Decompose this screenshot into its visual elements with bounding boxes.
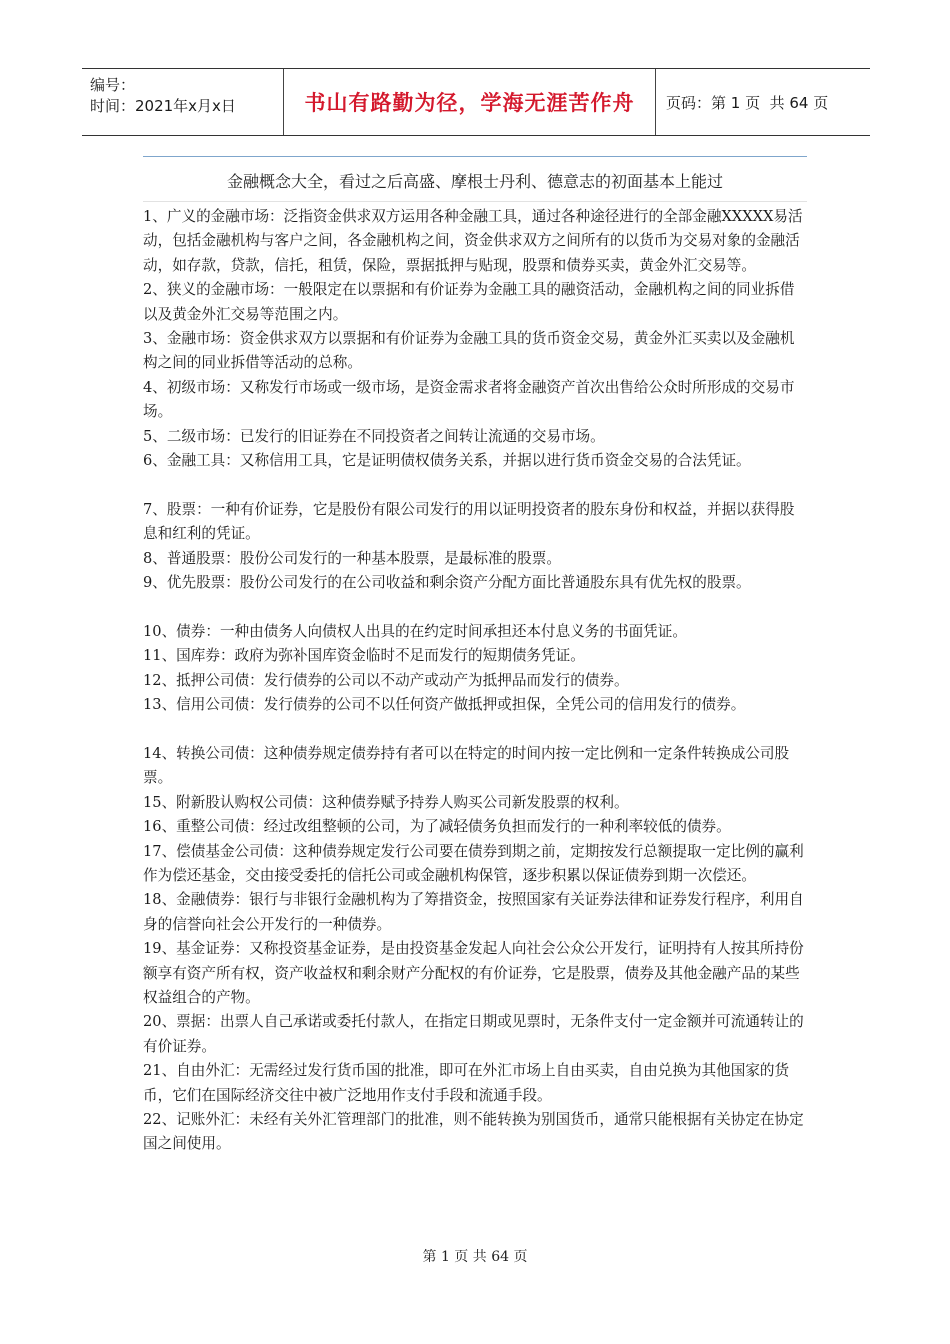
page-footer: 第 1 页 共 64 页 [422, 1249, 528, 1265]
motto-text: 书山有路勤为径，学海无涯苦作舟 [304, 91, 635, 115]
title-underline [143, 201, 807, 202]
definition-paragraph: 14、转换公司债：这种债券规定债券持有者可以在特定的时间内按一定比例和一定条件转换成公司股票。 [143, 744, 790, 787]
definition-paragraph: 16、重整公司债：经过改组整顿的公司，为了减轻债务负担而发行的一种利率较低的债券。 [143, 818, 731, 836]
number-label: 编号： [90, 76, 136, 94]
title-divider [143, 156, 807, 157]
definition-paragraph: 9、优先股票：股份公司发行的在公司收益和剩余资产分配方面比普通股东具有优先权的股票。 [143, 574, 751, 592]
definition-paragraph: 10、债券：一种由债务人向债权人出具的在约定时间承担还本付息义务的书面凭证。 [143, 622, 687, 640]
definition-paragraph: 20、票据：出票人自己承诺或委托付款人，在指定日期或见票时，无条件支付一定金额并可流通转让的有价证券。 [143, 1013, 804, 1055]
definition-paragraph: 12、抵押公司债：发行债券的公司以不动产或动产为抵押品而发行的债券。 [143, 671, 629, 689]
definition-paragraph: 13、信用公司债：发行债券的公司不以任何资产做抵押或担保，全凭公司的信用发行的债券。 [143, 696, 746, 714]
header-motto-cell [284, 69, 656, 135]
document-body [143, 205, 807, 1157]
definition-paragraph: 6、金融工具：又称信用工具，它是证明债权债务关系，并据以进行货币资金交易的合法凭证。 [143, 452, 751, 470]
page-info: 页码：第 1 页 共 64 页 [666, 93, 829, 112]
definition-paragraph: 22、记账外汇：未经有关外汇管理部门的批准，则不能转换为别国货币，通常只能根据有关协定在协定国之间使用。 [143, 1110, 804, 1153]
definition-paragraph: 21、自由外汇：无需经过发行货币国的批准，即可在外汇市场上自由买卖，自由兑换为其他国家的货币，它们在国际经济交往中被广泛地用作支付手段和流通手段。 [143, 1062, 790, 1104]
definition-paragraph: 15、附新股认购权公司债：这种债券赋予持券人购买公司新发股票的权利。 [143, 793, 629, 811]
time-label: 时间：2021年x月x日 [90, 97, 236, 115]
header-meta-cell [82, 69, 284, 135]
definition-paragraph: 3、金融市场：资金供求双方以票据和有价证券为金融工具的货币资金交易，黄金外汇买卖以及金融机构之间的同业拆借等活动的总称。 [143, 330, 795, 372]
document-title: 金融概念大全，看过之后高盛、摩根士丹利、德意志的初面基本上能过 [226, 172, 723, 191]
definition-paragraph: 19、基金证券：又称投资基金证券，是由投资基金发起人向社会公众公开发行，证明持有人按其所持份额享有资产所有权，资产收益权和剩余财产分配权的有价证券，它是股票，债券及其他金融产品的某些权益组合的产物。 [143, 940, 804, 1006]
definition-paragraph: 1、广义的金融市场：泛指资金供求双方运用各种金融工具，通过各种途径进行的全部金融XXXXX易活动，包括金融机构与客户之间，各金融机构之间，资金供求双方之间所有的以货币为交易对象的金融活动，如存款，贷款，信托，租赁，保险，票据抵押与贴现，股票和债券买卖，黄金外汇交易等。 [143, 208, 803, 274]
header-page-cell [656, 69, 870, 135]
definition-paragraph: 4、初级市场：又称发行市场或一级市场，是资金需求者将金融资产首次出售给公众时所形成的交易市场。 [143, 378, 795, 421]
definition-paragraph: 17、偿债基金公司债：这种债券规定发行公司要在债券到期之前，定期按发行总额提取一定比例的赢利作为偿还基金，交由接受委托的信托公司或金融机构保管，逐步积累以保证债券到期一次偿还。 [143, 842, 804, 884]
definition-paragraph: 8、普通股票：股份公司发行的一种基本股票，是最标准的股票。 [143, 549, 561, 567]
definition-paragraph: 7、股票：一种有价证券，它是股份有限公司发行的用以证明投资者的股东身份和权益，并据以获得股息和红利的凭证。 [143, 500, 795, 543]
document-header [82, 68, 870, 136]
definition-paragraph: 11、国库券：政府为弥补国库资金临时不足而发行的短期债务凭证。 [143, 647, 585, 665]
definition-paragraph: 18、金融债券：银行与非银行金融机构为了筹措资金，按照国家有关证券法律和证券发行程序，利用自身的信誉向社会公开发行的一种债券。 [143, 891, 804, 933]
definition-paragraph: 2、狭义的金融市场：一般限定在以票据和有价证券为金融工具的融资活动，金融机构之间的同业拆借以及黄金外汇交易等范围之内。 [143, 281, 795, 323]
definition-paragraph: 5、二级市场：已发行的旧证券在不同投资者之间转让流通的交易市场。 [143, 427, 605, 445]
